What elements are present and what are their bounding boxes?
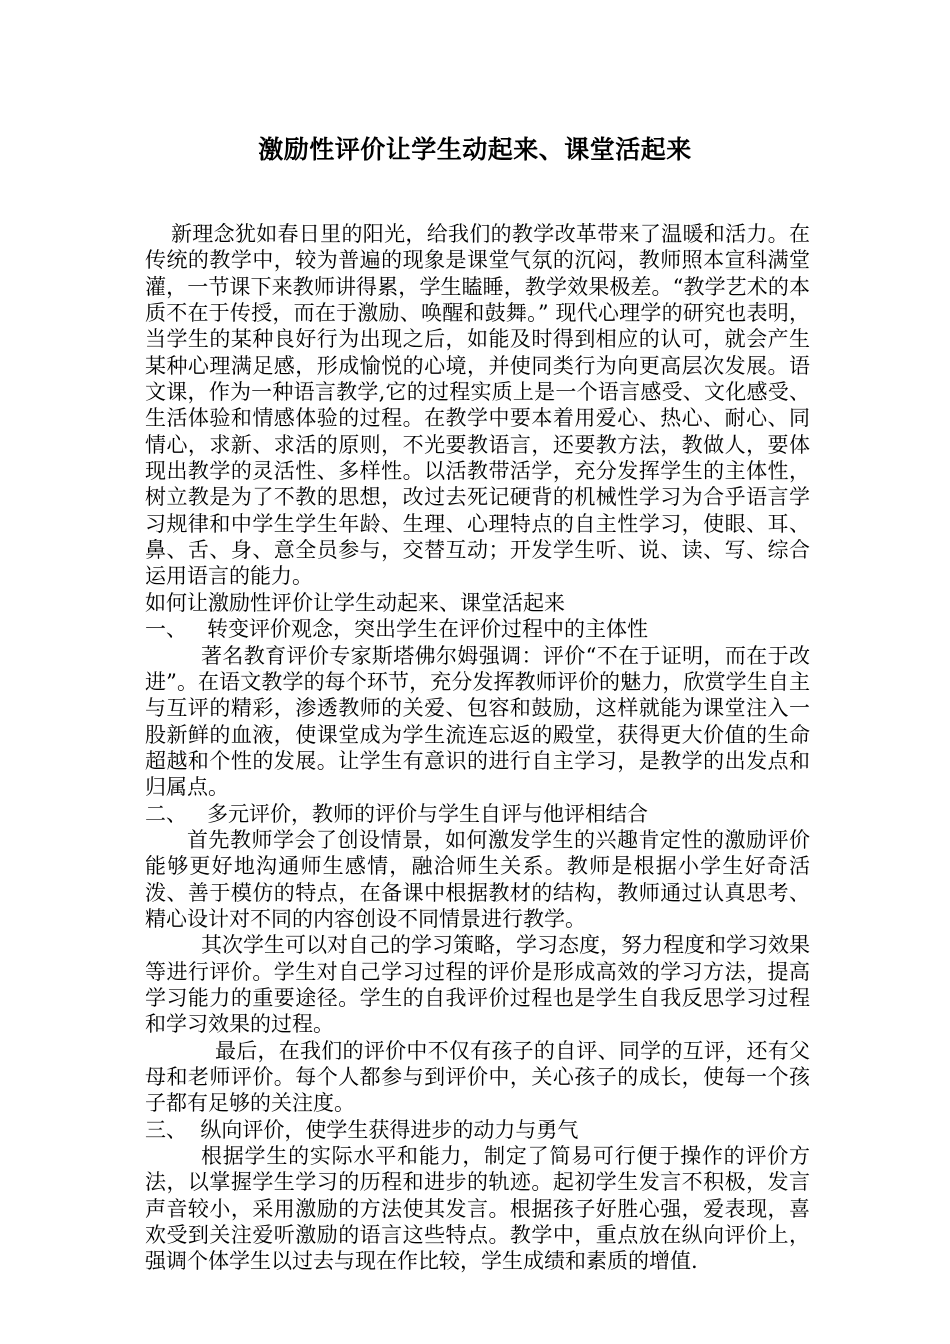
section-3-paragraph: 根据学生的实际水平和能力，制定了简易可行便于操作的评价方法，以掌握学生学习的历程和进步的轨迹。起初学生发言不积极，发言声音较小，采用激励的方法使其发言。根据孩子好胜心强，爱表现，喜欢受到关注爱听激励的语言这些特点。教学中，重点放在纵向评价上，强调个体学生以过去与现在作比较，学生成绩和素质的增值.: [145, 1144, 810, 1274]
intro-paragraph: 新理念犹如春日里的阳光，给我们的教学改革带来了温暖和活力。在传统的教学中，较为普遍的现象是课堂气氛的沉闷，教师照本宣科满堂灌，一节课下来教师讲得累，学生瞌睡，教学效果极差。“教学艺术的本质不在于传授，而在于激励、唤醒和鼓舞。” 现代心理学的研究也表明，当学生的某种良好行为出现之后，如能及时得到相应的认可，就会产生某种心理满足感，形成愉悦的心境，并使同类行为向更高层次发展。语文课，作为一种语言教学,它的过程实质上是一个语言感受、文化感受、生活体验和情感体验的过程。在教学中要本着用爱心、热心、耐心、同情心，求新、求活的原则，不光要教语言，还要教方法，教做人，要体现出教学的灵活性、多样性。以活教带活学，充分发挥学生的主体性，树立教是为了不教的思想，改过去死记硬背的机械性学习为合乎语言学习规律和中学生学生年龄、生理、心理特点的自主性学习，使眼、耳、鼻、舌、身、意全员参与，交替互动；开发学生听、说、读、写、综合运用语言的能力。: [145, 222, 810, 589]
section-heading-3: 三、 纵向评价，使学生获得进步的动力与勇气: [145, 1117, 579, 1142]
section-question: 如何让激励性评价让学生动起来、课堂活起来: [145, 590, 565, 615]
section-heading-1: 一、 转变评价观念，突出学生在评价过程中的主体性: [145, 617, 649, 642]
section-2-paragraph-3: 最后，在我们的评价中不仅有孩子的自评、同学的互评，还有父母和老师评价。每个人都参与到评价中，关心孩子的成长，使每一个孩子都有足够的关注度。: [145, 1038, 810, 1116]
document-title: 激励性评价让学生动起来、课堂活起来: [258, 135, 692, 164]
section-2-paragraph-2: 其次学生可以对自己的学习策略，学习态度，努力程度和学习效果等进行评价。学生对自己学习过程的评价是形成高效的学习方法，提高学习能力的重要途径。学生的自我评价过程也是学生自我反思学习过程和学习效果的过程。: [145, 933, 810, 1037]
document-body: [145, 221, 810, 1275]
section-heading-2: 二、 多元评价，教师的评价与学生自评与他评相结合: [145, 801, 649, 826]
section-1-paragraph: 著名教育评价专家斯塔佛尔姆强调：评价“不在于证明，而在于改进”。在语文教学的每个环节，充分发挥教师评价的魅力，欣赏学生自主与互评的精彩，渗透教师的关爱、包容和鼓励，这样就能为课堂注入一股新鲜的血液，使课堂成为学生流连忘返的殿堂，获得更大价值的生命超越和个性的发展。让学生有意识的进行自主学习，是教学的出发点和归属点。: [145, 643, 810, 800]
section-2-paragraph-1: 首先教师学会了创设情景，如何激发学生的兴趣肯定性的激励评价能够更好地沟通师生感情，融洽师生关系。教师是根据小学生好奇活泼、善于模仿的特点，在备课中根据教材的结构，教师通过认真思考、精心设计对不同的内容创设不同情景进行教学。: [145, 827, 810, 931]
